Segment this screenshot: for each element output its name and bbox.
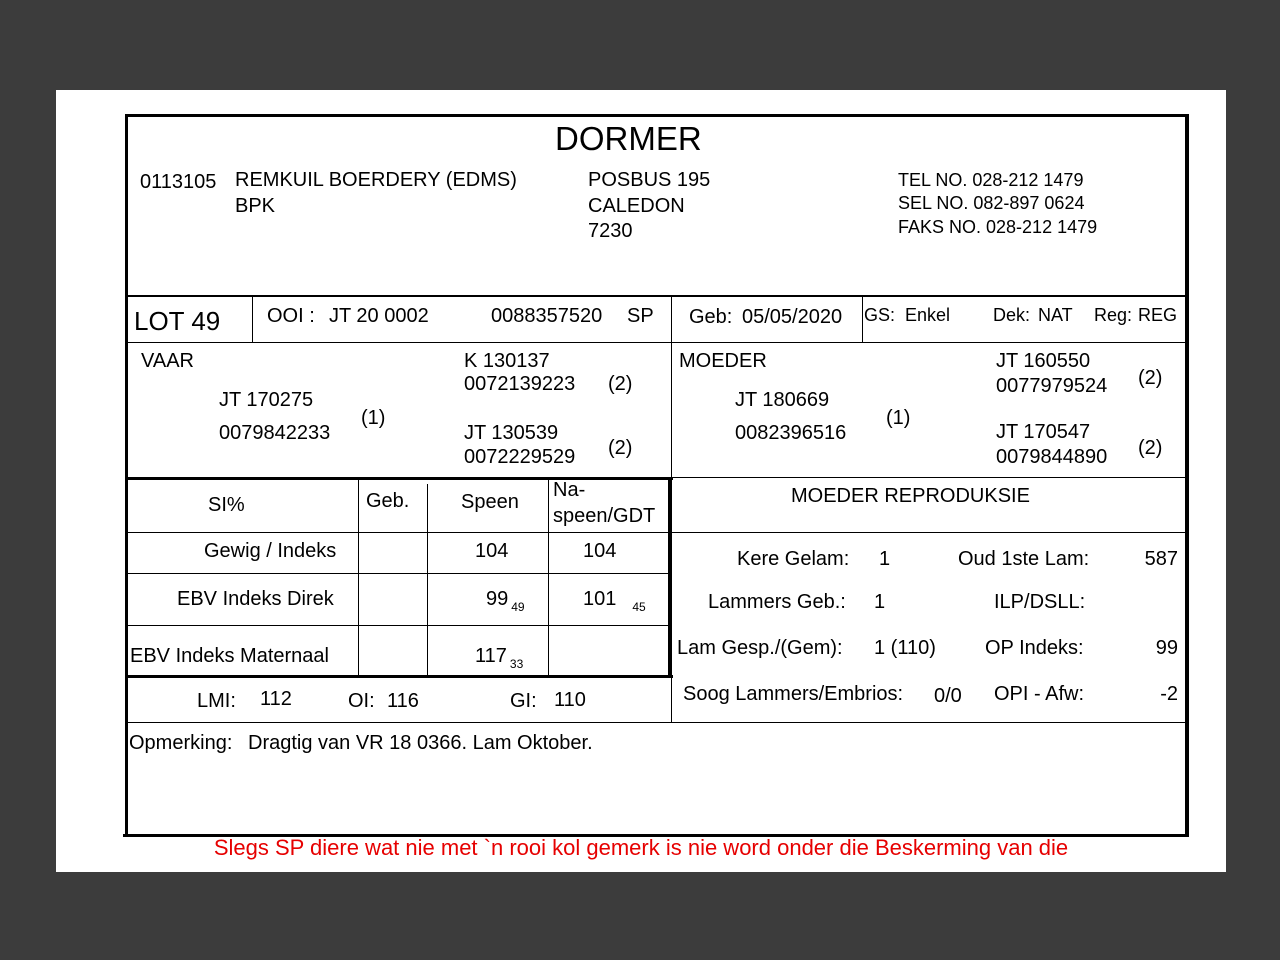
- vaar-label: VAAR: [141, 350, 194, 372]
- rule-table-row1: [127, 573, 671, 574]
- moeder-label: MOEDER: [679, 350, 767, 372]
- moeder-sire-number: 0077979524: [996, 375, 1108, 397]
- geb-date: 05/05/2020: [742, 306, 843, 328]
- breeder-tel: TEL NO. 028-212 1479: [898, 170, 1084, 190]
- rule-col-geb: [358, 480, 359, 676]
- opi-afw-label: OPI - Afw:: [994, 683, 1085, 705]
- row-direk-speen-sub: 49: [511, 600, 525, 614]
- row-gewig-label: Gewig / Indeks: [204, 540, 337, 562]
- breeder-sel: SEL NO. 082-897 0624: [898, 193, 1085, 213]
- oi-label: OI:: [348, 690, 375, 712]
- lot-label: LOT 49: [134, 306, 221, 336]
- rule-table-thick: [668, 478, 671, 676]
- speen-header: Speen: [461, 491, 519, 513]
- border-top: [125, 114, 1189, 117]
- row-direk-naspeen-value: 101: [583, 588, 617, 610]
- footer-note: Slegs SP diere wat nie met `n rooi kol gemerk is nie word onder die Beskerming van die: [213, 835, 1069, 860]
- geb-label: Geb:: [689, 306, 733, 328]
- row-gewig-naspeen: 104: [583, 540, 617, 562]
- ooi-id: JT 20 0002: [329, 305, 429, 327]
- lammers-geb-label: Lammers Geb.:: [708, 591, 846, 613]
- row-direk-naspeen-sub: 45: [632, 600, 646, 614]
- soog-value: 0/0: [934, 685, 962, 707]
- moeder-id: JT 180669: [735, 389, 830, 411]
- lmi-label: LMI:: [197, 690, 236, 712]
- geb-header: Geb.: [366, 490, 410, 512]
- oi-value: 116: [387, 690, 419, 712]
- lam-gesp-value: 1 (110): [874, 637, 936, 659]
- rule-col-speen: [427, 484, 428, 676]
- breeder-address-1: POSBUS 195: [588, 169, 711, 191]
- op-indeks-label: OP Indeks:: [985, 637, 1084, 659]
- rule-header-bottom: [127, 295, 1187, 297]
- vaar-sire-gen: (2): [608, 373, 633, 395]
- breeder-name-line2: BPK: [235, 195, 276, 217]
- remark-text: Dragtig van VR 18 0366. Lam Oktober.: [248, 732, 593, 754]
- ilp-dsll-label: ILP/DSLL:: [994, 591, 1086, 613]
- row-maternaal-speen-value: 117: [475, 645, 507, 667]
- breeder-address-3: 7230: [588, 220, 633, 242]
- rule-lot-divider: [252, 296, 253, 343]
- opi-afw-value: -2: [1160, 683, 1178, 705]
- dek-value: NAT: [1038, 305, 1073, 325]
- si-header: SI%: [208, 494, 245, 516]
- soog-label: Soog Lammers/Embrios:: [683, 683, 904, 705]
- vaar-id: JT 170275: [219, 389, 314, 411]
- rule-indices-bottom: [127, 722, 1187, 723]
- naspeen-header-2: speen/GDT: [553, 505, 656, 527]
- kere-gelam-label: Kere Gelam:: [737, 548, 850, 570]
- row-direk-naspeen: [583, 587, 646, 613]
- reg-value: REG: [1138, 305, 1178, 325]
- op-indeks-value: 99: [1155, 637, 1178, 659]
- rule-center-divider: [671, 296, 672, 723]
- kere-gelam-value: 1: [879, 548, 891, 570]
- lam-gesp-label: Lam Gesp./(Gem):: [677, 637, 843, 659]
- gs-label: GS:: [864, 305, 896, 325]
- gs-value: Enkel: [905, 305, 951, 325]
- rule-table-header: [127, 532, 1187, 533]
- lammers-geb-value: 1: [874, 591, 886, 613]
- vaar-sire-id: K 130137: [464, 350, 550, 372]
- sp-marker: SP: [627, 305, 654, 327]
- row-maternaal-speen: [475, 644, 523, 670]
- reg-number: 0088357520: [491, 305, 603, 327]
- row-direk-speen: [486, 587, 525, 613]
- vaar-number: 0079842233: [219, 422, 331, 444]
- rule-lot-bottom: [127, 342, 1187, 343]
- rule-pedigree-right: [671, 477, 1187, 478]
- breeder-number: 0113105: [140, 171, 217, 193]
- lmi-value: 112: [260, 688, 292, 710]
- catalog-page: [56, 90, 1226, 872]
- oud-1ste-lam-label: Oud 1ste Lam:: [958, 548, 1090, 570]
- vaar-sire-number: 0072139223: [464, 373, 576, 395]
- rule-col-naspeen: [548, 480, 549, 676]
- vaar-gen: (1): [361, 407, 386, 429]
- oud-1ste-lam-value: 587: [1144, 548, 1178, 570]
- row-maternaal-speen-sub: 33: [509, 657, 524, 671]
- row-direk-speen-value: 99: [486, 588, 509, 610]
- reg-label: Reg:: [1094, 305, 1133, 325]
- row-maternaal-label: EBV Indeks Maternaal: [130, 645, 329, 667]
- moeder-dam-gen: (2): [1138, 437, 1163, 459]
- gi-label: GI:: [510, 690, 537, 712]
- remark-label: Opmerking:: [129, 732, 233, 754]
- rule-pedigree-left: [127, 477, 673, 480]
- ooi-label: OOI :: [267, 305, 315, 327]
- moeder-number: 0082396516: [735, 422, 847, 444]
- rule-geb-divider: [862, 296, 863, 343]
- dek-label: Dek:: [993, 305, 1031, 325]
- row-direk-label: EBV Indeks Direk: [177, 588, 334, 610]
- rule-table-row2: [127, 625, 671, 626]
- vaar-dam-number: 0072229529: [464, 446, 576, 468]
- border-left: [125, 114, 128, 836]
- moeder-sire-gen: (2): [1138, 367, 1163, 389]
- moeder-dam-number: 0079844890: [996, 446, 1108, 468]
- border-right: [1185, 114, 1189, 836]
- vaar-dam-id: JT 130539: [464, 422, 559, 444]
- moeder-dam-id: JT 170547: [996, 421, 1091, 443]
- rule-table-bottom: [127, 675, 673, 678]
- vaar-dam-gen: (2): [608, 437, 633, 459]
- reproduction-title: MOEDER REPRODUKSIE: [791, 485, 1030, 507]
- breeder-faks: FAKS NO. 028-212 1479: [898, 217, 1098, 237]
- moeder-sire-id: JT 160550: [996, 350, 1091, 372]
- moeder-gen: (1): [886, 407, 911, 429]
- row-gewig-speen: 104: [475, 540, 509, 562]
- naspeen-header-1: Na-: [553, 479, 586, 501]
- breeder-name-line1: REMKUIL BOERDERY (EDMS): [235, 169, 517, 191]
- breeder-address-2: CALEDON: [588, 195, 685, 217]
- breed-title: DORMER: [555, 120, 702, 157]
- gi-value: 110: [554, 689, 586, 711]
